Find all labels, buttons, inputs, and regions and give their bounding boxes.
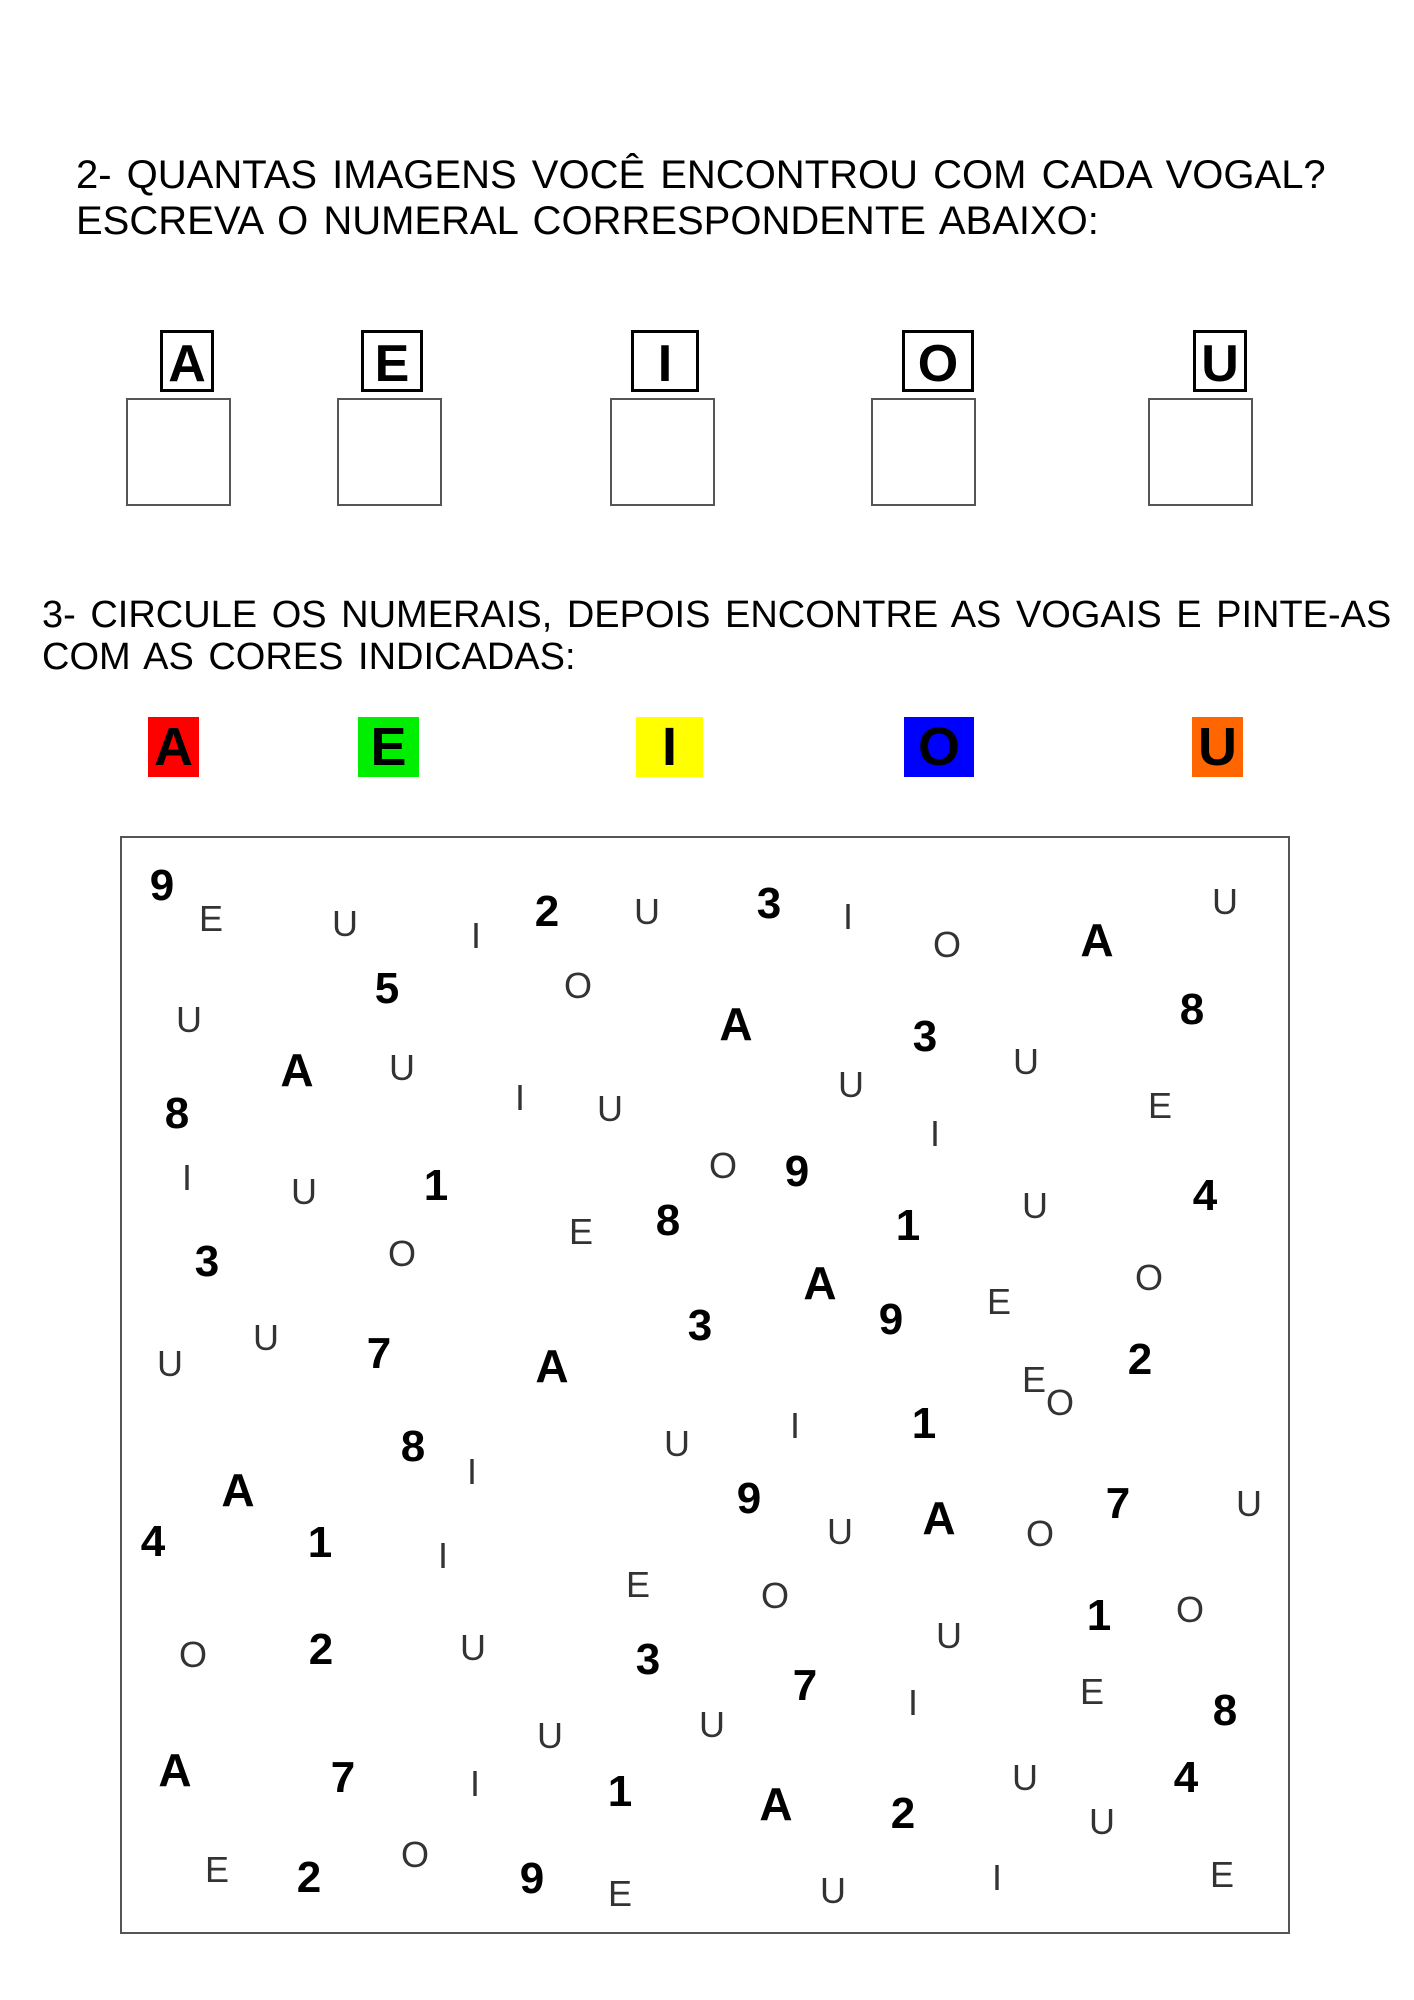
grid-numeral[interactable]: 2 (1127, 1335, 1153, 1384)
question-3-line-2: COM AS CORES INDICADAS: (42, 636, 576, 678)
grid-vowel-i[interactable]: I (789, 1405, 801, 1446)
color-swatch-i: I (636, 717, 703, 777)
grid-numeral[interactable]: 3 (912, 1012, 938, 1061)
grid-vowel-u[interactable]: U (936, 1615, 962, 1656)
grid-vowel-o[interactable]: O (1175, 1589, 1205, 1630)
grid-vowel-e[interactable]: E (986, 1281, 1012, 1322)
answer-box-e[interactable] (337, 398, 442, 506)
grid-vowel-a[interactable]: A (535, 1340, 569, 1392)
grid-vowel-o[interactable]: O (400, 1834, 430, 1875)
vowel-label-o: O (902, 330, 974, 392)
grid-vowel-o[interactable]: O (760, 1575, 790, 1616)
grid-vowel-o[interactable]: O (932, 924, 962, 965)
grid-vowel-u[interactable]: U (460, 1627, 486, 1668)
grid-numeral[interactable]: 2 (308, 1625, 334, 1674)
grid-vowel-e[interactable]: E (568, 1211, 594, 1252)
grid-vowel-u[interactable]: U (1089, 1801, 1115, 1842)
grid-numeral[interactable]: 1 (911, 1399, 937, 1448)
grid-vowel-a[interactable]: A (1080, 914, 1114, 966)
grid-vowel-u[interactable]: U (827, 1511, 853, 1552)
grid-vowel-u[interactable]: U (389, 1047, 415, 1088)
vowel-label-i: I (631, 330, 699, 392)
grid-numeral[interactable]: 4 (1192, 1171, 1218, 1220)
grid-vowel-u[interactable]: U (537, 1715, 563, 1756)
grid-numeral[interactable]: 1 (1086, 1591, 1112, 1640)
grid-vowel-i[interactable]: I (470, 915, 482, 956)
grid-vowel-a[interactable]: A (221, 1464, 255, 1516)
grid-vowel-o[interactable]: O (1025, 1513, 1055, 1554)
grid-vowel-u[interactable]: U (664, 1423, 690, 1464)
answer-box-o[interactable] (871, 398, 976, 506)
question-2-instruction (76, 152, 1326, 244)
grid-numeral[interactable]: 3 (635, 1635, 661, 1684)
grid-vowel-e[interactable]: E (1079, 1671, 1105, 1712)
grid-vowel-u[interactable]: U (1013, 1041, 1039, 1082)
answer-box-i[interactable] (610, 398, 715, 506)
grid-numeral[interactable]: 5 (374, 964, 400, 1013)
grid-vowel-u[interactable]: U (838, 1064, 864, 1105)
grid-numeral[interactable]: 3 (687, 1301, 713, 1350)
grid-numeral[interactable]: 4 (140, 1517, 166, 1566)
grid-numeral[interactable]: 8 (164, 1089, 190, 1138)
grid-numeral[interactable]: 8 (655, 1196, 681, 1245)
grid-vowel-u[interactable]: U (1236, 1483, 1262, 1524)
grid-vowel-e[interactable]: E (204, 1849, 230, 1890)
grid-vowel-i[interactable]: I (466, 1451, 478, 1492)
grid-numeral[interactable]: 3 (756, 879, 782, 928)
vowel-label-e: E (361, 330, 423, 392)
color-swatch-u: U (1192, 717, 1243, 777)
grid-numeral[interactable]: 2 (296, 1853, 322, 1902)
answer-box-a[interactable] (126, 398, 231, 506)
grid-vowel-u[interactable]: U (1012, 1757, 1038, 1798)
grid-vowel-i[interactable]: I (469, 1763, 481, 1804)
grid-vowel-o[interactable]: O (178, 1634, 208, 1675)
grid-vowel-u[interactable]: U (176, 999, 202, 1040)
grid-vowel-u[interactable]: U (820, 1870, 846, 1911)
grid-vowel-a[interactable]: A (158, 1744, 192, 1796)
grid-vowel-i[interactable]: I (907, 1682, 919, 1723)
grid-vowel-u[interactable]: U (253, 1317, 279, 1358)
grid-vowel-a[interactable]: A (280, 1044, 314, 1096)
grid-vowel-a[interactable]: A (803, 1257, 837, 1309)
grid-numeral[interactable]: 7 (792, 1661, 818, 1710)
grid-numeral[interactable]: 1 (307, 1518, 333, 1567)
grid-vowel-e[interactable]: E (1147, 1085, 1173, 1126)
grid-vowel-o[interactable]: O (1045, 1382, 1075, 1423)
grid-numeral[interactable]: 7 (1105, 1479, 1131, 1528)
question-2-line-1: 2- QUANTAS IMAGENS VOCÊ ENCONTROU COM CADA VOGAL? (76, 153, 1326, 197)
grid-vowel-o[interactable]: O (1134, 1257, 1164, 1298)
grid-numeral[interactable]: 7 (366, 1329, 392, 1378)
grid-vowel-o[interactable]: O (387, 1233, 417, 1274)
grid-vowel-u[interactable]: U (291, 1171, 317, 1212)
grid-vowel-u[interactable]: U (597, 1088, 623, 1129)
grid-vowel-o[interactable]: O (708, 1145, 738, 1186)
vowel-label-u: U (1193, 330, 1247, 392)
grid-numeral[interactable]: 2 (534, 887, 560, 936)
grid-vowel-o[interactable]: O (563, 965, 593, 1006)
grid-vowel-a[interactable]: A (759, 1778, 793, 1830)
grid-vowel-e[interactable]: E (1021, 1359, 1047, 1400)
grid-vowel-a[interactable]: A (719, 998, 753, 1050)
grid-numeral[interactable]: 8 (1212, 1686, 1238, 1735)
grid-numeral[interactable]: 9 (149, 861, 175, 910)
grid-numeral[interactable]: 9 (784, 1147, 810, 1196)
question-3-instruction (42, 594, 1391, 678)
grid-vowel-e[interactable]: E (1209, 1854, 1235, 1895)
grid-vowel-u[interactable]: U (699, 1704, 725, 1745)
question-3-line-1: 3- CIRCULE OS NUMERAIS, DEPOIS ENCONTRE AS VOGAIS E PINTE-AS (42, 594, 1392, 636)
color-swatch-o: O (904, 717, 974, 777)
grid-vowel-u[interactable]: U (1212, 881, 1238, 922)
answer-box-u[interactable] (1148, 398, 1253, 506)
grid-numeral[interactable]: 9 (736, 1474, 762, 1523)
grid-numeral[interactable]: 9 (519, 1854, 545, 1903)
grid-numeral[interactable]: 8 (1179, 985, 1205, 1034)
grid-vowel-i[interactable]: I (991, 1857, 1003, 1898)
grid-vowel-u[interactable]: U (157, 1343, 183, 1384)
question-2-line-2: ESCREVA O NUMERAL CORRESPONDENTE ABAIXO: (76, 199, 1099, 243)
grid-numeral[interactable]: 1 (423, 1161, 449, 1210)
grid-numeral[interactable]: 2 (890, 1789, 916, 1838)
grid-vowel-e[interactable]: E (198, 898, 224, 939)
grid-numeral[interactable]: 1 (895, 1201, 921, 1250)
grid-vowel-u[interactable]: U (1022, 1185, 1048, 1226)
grid-vowel-u[interactable]: U (332, 903, 358, 944)
grid-vowel-i[interactable]: I (842, 896, 854, 937)
grid-vowel-u[interactable]: U (634, 891, 660, 932)
letter-number-grid (120, 836, 1290, 1934)
grid-vowel-e[interactable]: E (607, 1873, 633, 1914)
grid-numeral[interactable]: 3 (194, 1237, 220, 1286)
vowel-label-a: A (160, 330, 214, 392)
grid-vowel-i[interactable]: I (181, 1157, 193, 1198)
grid-numeral[interactable]: 8 (400, 1422, 426, 1471)
grid-numeral[interactable]: 7 (330, 1753, 356, 1802)
color-swatch-e: E (358, 717, 419, 777)
grid-numeral[interactable]: 1 (607, 1767, 633, 1816)
grid-vowel-i[interactable]: I (929, 1113, 941, 1154)
grid-numeral[interactable]: 4 (1173, 1753, 1199, 1802)
grid-vowel-a[interactable]: A (922, 1492, 956, 1544)
grid-vowel-i[interactable]: I (437, 1535, 449, 1576)
grid-vowel-e[interactable]: E (625, 1564, 651, 1605)
grid-numeral[interactable]: 9 (878, 1295, 904, 1344)
grid-vowel-i[interactable]: I (514, 1077, 526, 1118)
color-swatch-a: A (148, 717, 199, 777)
